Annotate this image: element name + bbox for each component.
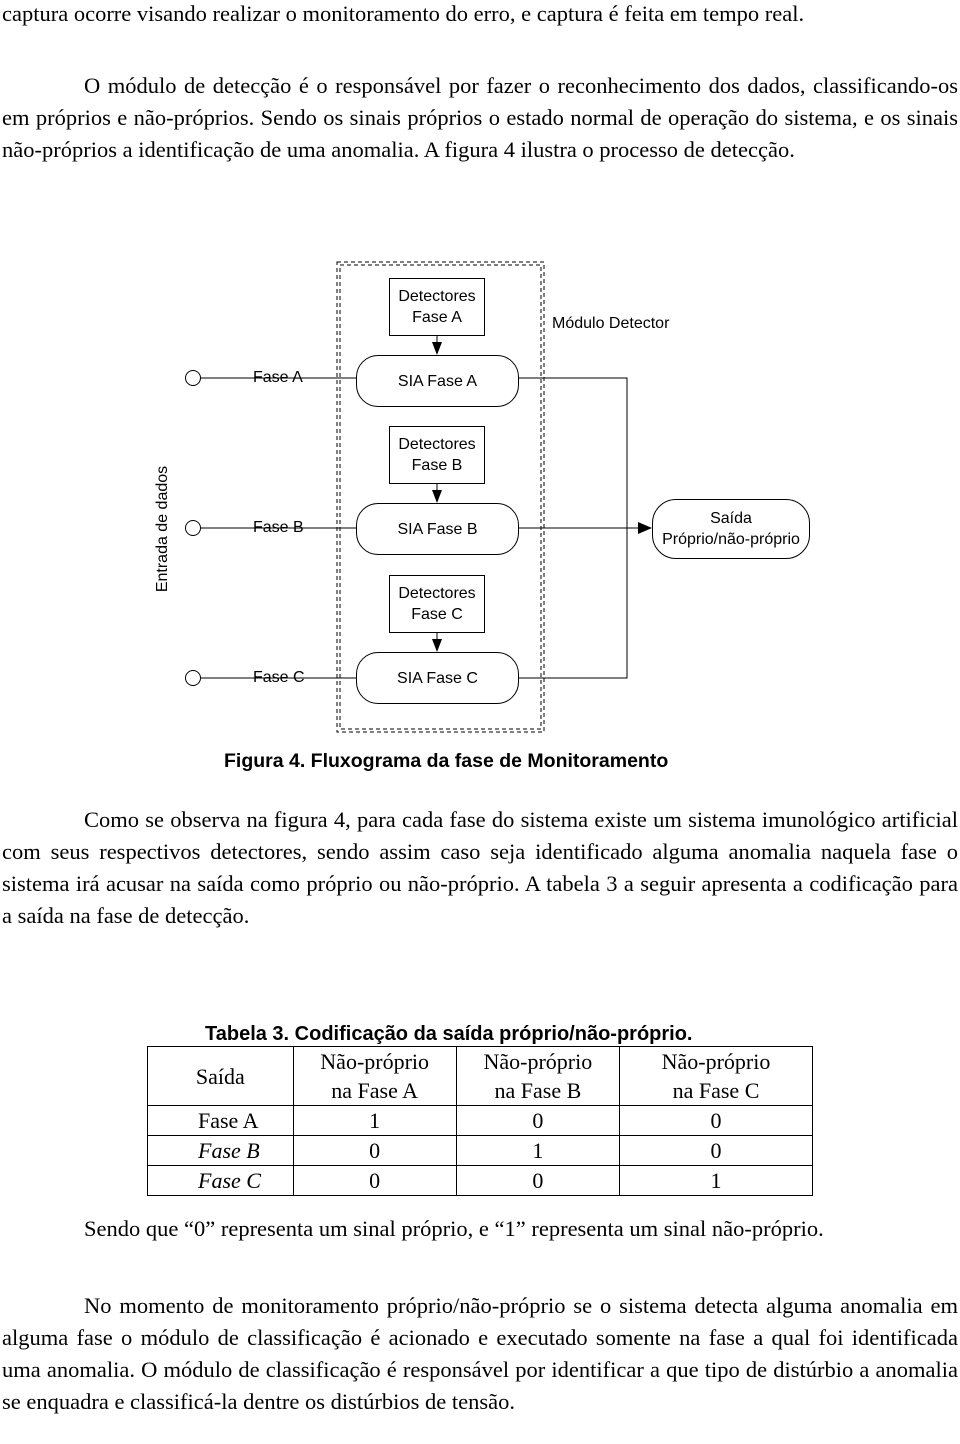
detector-module-label: Módulo Detector	[552, 315, 670, 332]
table-corner-cell: Saída	[148, 1047, 294, 1106]
detectors-phase-c-box: Detectores Fase C	[389, 575, 485, 633]
table-header-cell	[456, 1047, 619, 1106]
figure-caption: Figura 4. Fluxograma da fase de Monitoramento	[224, 750, 669, 772]
input-node-c	[185, 670, 201, 686]
phase-c-label: Fase C	[253, 669, 305, 686]
sia-phase-a-box: SIA Fase A	[356, 355, 519, 407]
table-header-row	[148, 1047, 813, 1106]
table-header-cell	[619, 1047, 812, 1106]
input-data-label: Entrada de dados	[154, 465, 171, 593]
table-header-line: Não-próprio	[661, 1049, 771, 1074]
phase-a-label: Fase A	[253, 369, 303, 386]
table-row-label: Fase B	[148, 1136, 294, 1166]
detectors-phase-b-box: Detectores Fase B	[389, 426, 485, 484]
sia-phase-b-box: SIA Fase B	[356, 503, 519, 555]
sia-phase-c-box: SIA Fase C	[356, 652, 519, 704]
table-header-line: na Fase B	[494, 1078, 582, 1103]
paragraph-figure-explanation: Como se observa na figura 4, para cada fase do sistema existe um sistema imunológico artificial com seus respectivos detectores, sendo assim caso seja identificado alguma anomalia naquela fase o sistema irá acusar na saída como próprio ou não-próprio. A tabela 3 a seguir apresenta a codificação para a saída na fase de detecção.	[2, 807, 958, 928]
paragraph-classification-module: No momento de monitoramento próprio/não-próprio se o sistema detecta alguma anomalia em alguma fase o módulo de classificação é acionado e executado somente na fase a qual foi identificada uma anomalia. O módulo de classificação é responsável por identificar a que tipo de distúrbio a anomalia se enquadra e classificá-la dentre os distúrbios de tensão.	[2, 1293, 958, 1414]
paragraph-code-meaning: Sendo que “0” representa um sinal próprio, e “1” representa um sinal não-próprio.	[84, 1216, 824, 1241]
table-cell: 0	[293, 1136, 456, 1166]
table-cell: 1	[456, 1136, 619, 1166]
table-row-label: Fase C	[148, 1166, 294, 1196]
paragraph-continuation: captura ocorre visando realizar o monitoramento do erro, e captura é feita em tempo real.	[2, 1, 805, 26]
paragraph-detection-module: O módulo de detecção é o responsável por fazer o reconhecimento dos dados, classificando-os em próprios e não-próprios. Sendo os sinais próprios o estado normal de operação do sistema, e os sinais não-próprios a identificação de uma anomalia. A figura 4 ilustra o processo de detecção.	[2, 73, 958, 162]
table-row	[148, 1136, 813, 1166]
output-box: Saída Próprio/não-próprio	[652, 499, 810, 559]
coding-table	[147, 1046, 813, 1196]
table-header-line: na Fase A	[331, 1078, 419, 1103]
table-row	[148, 1106, 813, 1136]
table-cell: 0	[293, 1166, 456, 1196]
table-row-label: Fase A	[148, 1106, 294, 1136]
table-cell: 0	[456, 1166, 619, 1196]
table-cell: 1	[293, 1106, 456, 1136]
table-header-line: na Fase C	[672, 1078, 760, 1103]
input-node-a	[185, 370, 201, 386]
table-cell: 0	[619, 1106, 812, 1136]
table-header-line: Não-próprio	[320, 1049, 430, 1074]
phase-b-label: Fase B	[253, 519, 304, 536]
table-cell: 0	[619, 1136, 812, 1166]
detectors-phase-a-box: Detectores Fase A	[389, 278, 485, 336]
table-cell: 0	[456, 1106, 619, 1136]
input-node-b	[185, 520, 201, 536]
table-header-line: Não-próprio	[483, 1049, 593, 1074]
table-header-cell	[293, 1047, 456, 1106]
table-caption: Tabela 3. Codificação da saída próprio/não-próprio.	[205, 1023, 693, 1045]
table-row	[148, 1166, 813, 1196]
table-cell: 1	[619, 1166, 812, 1196]
